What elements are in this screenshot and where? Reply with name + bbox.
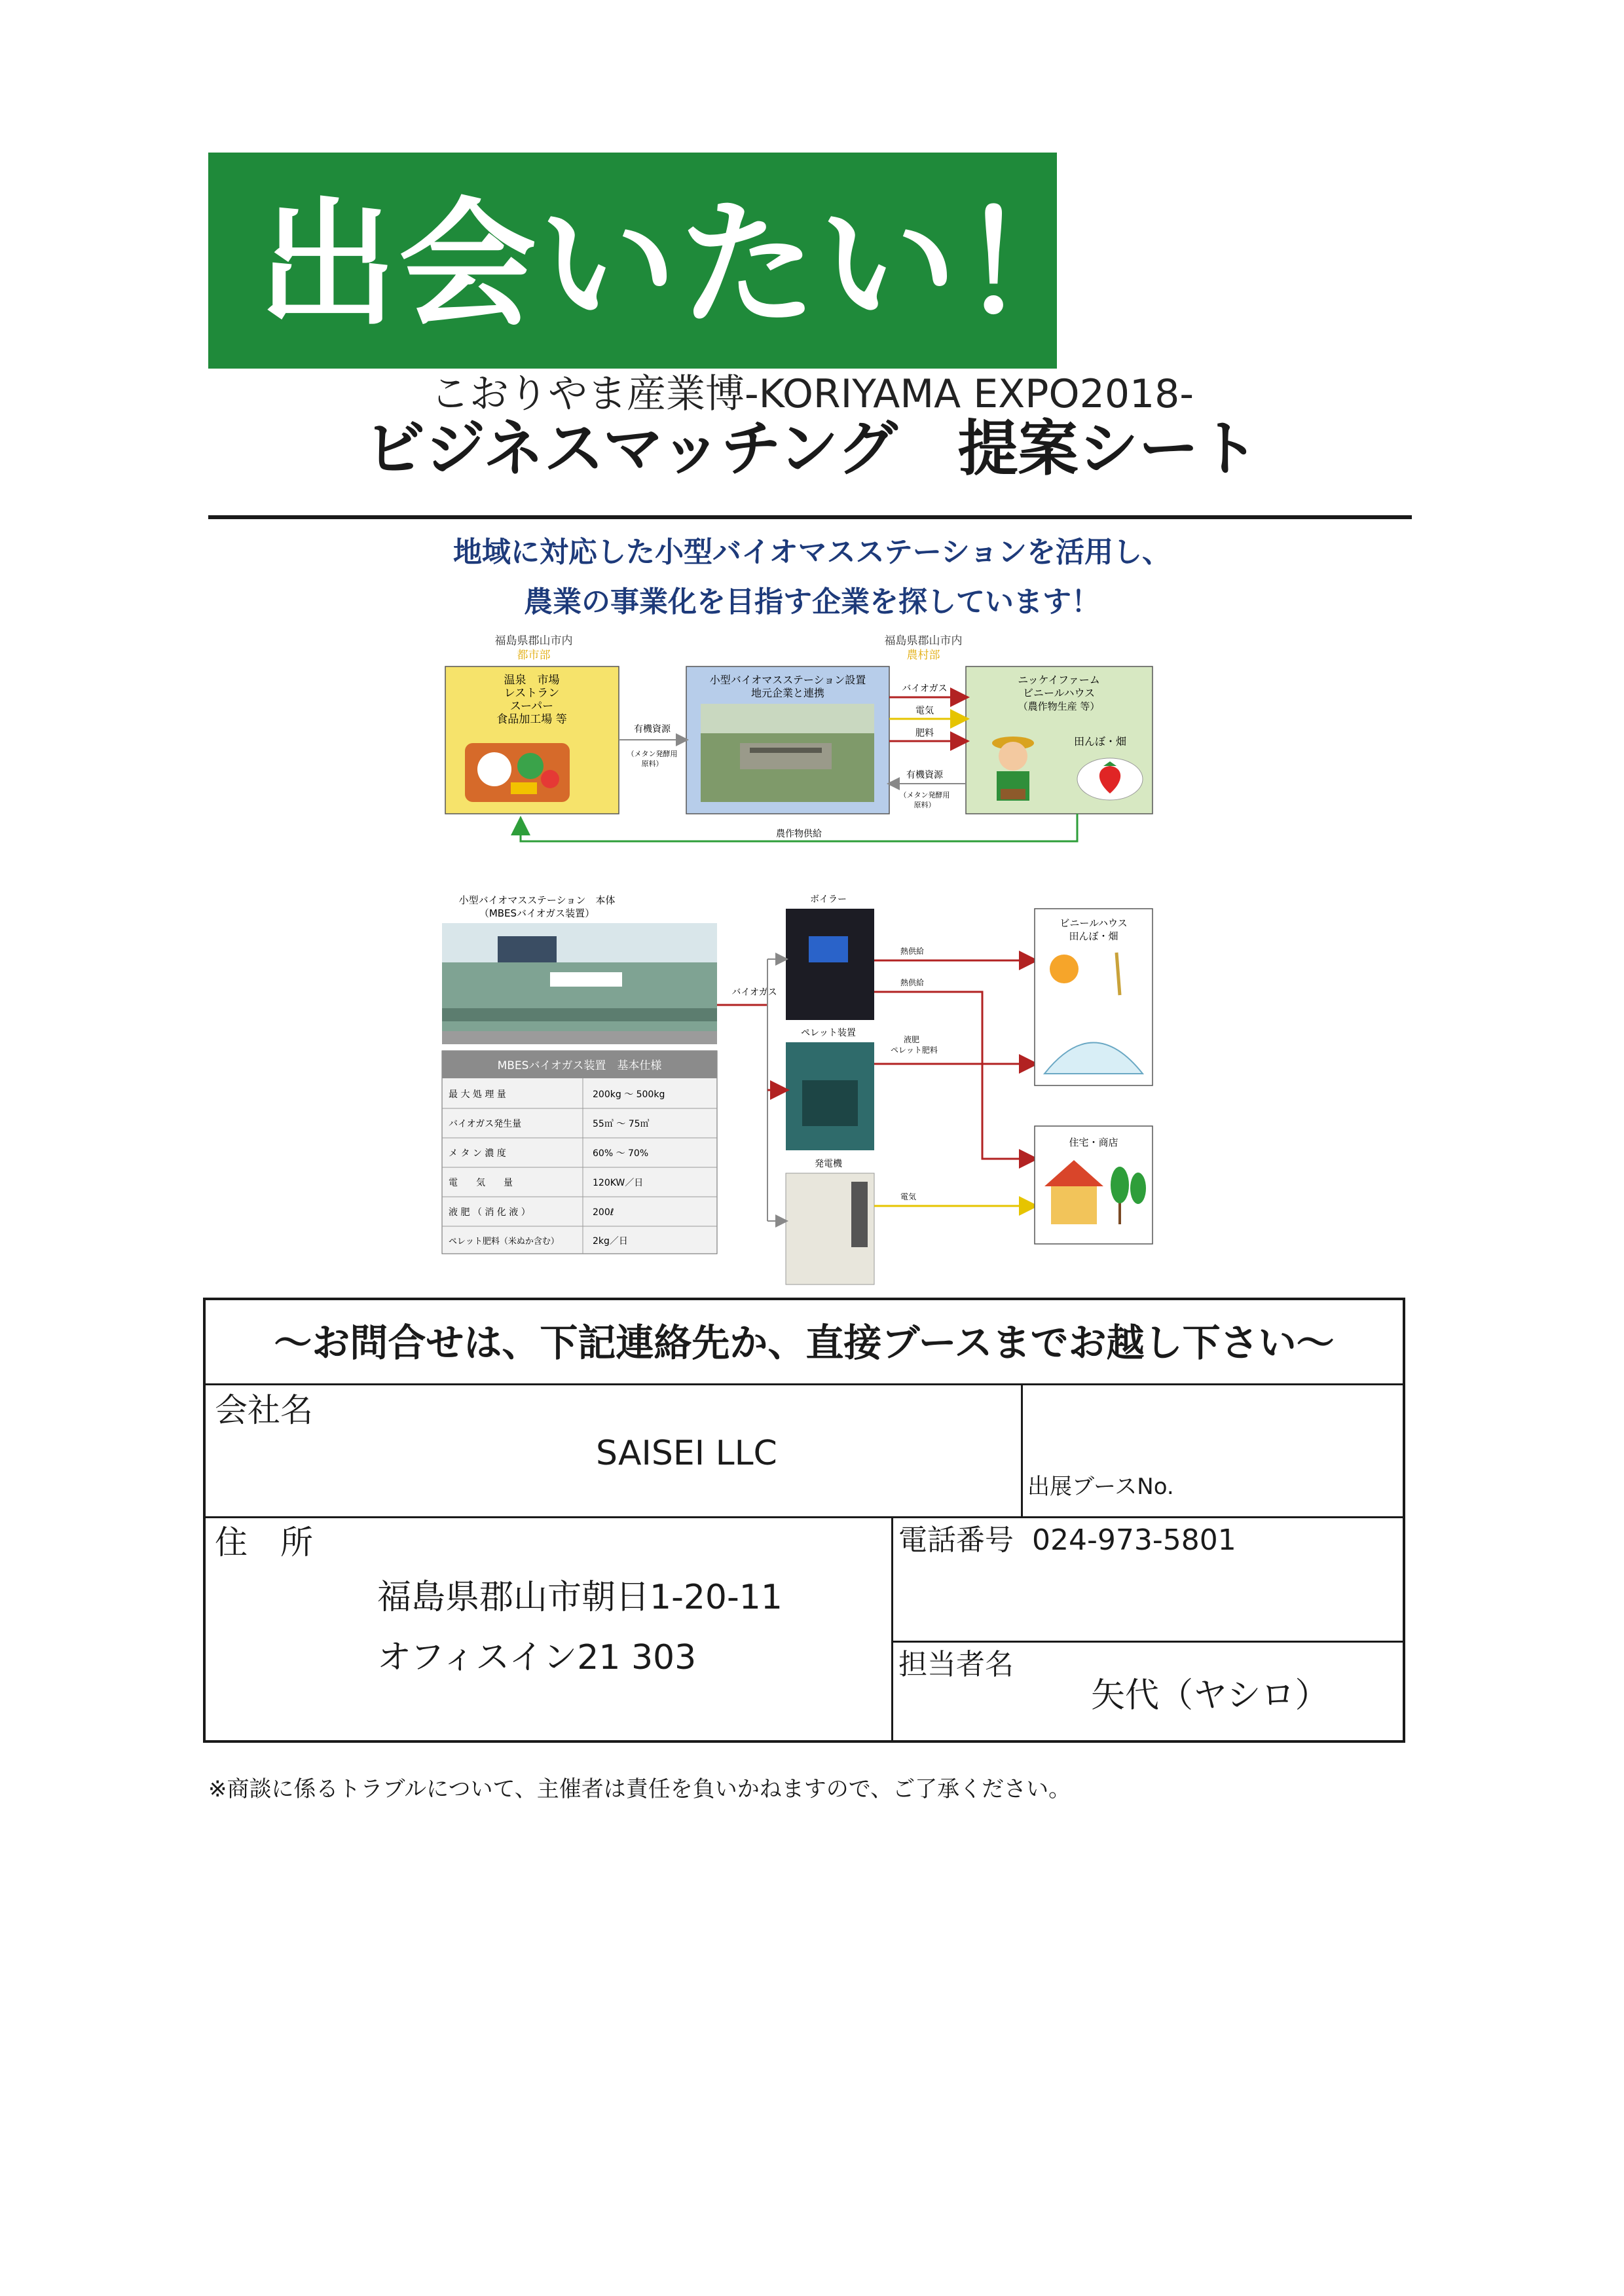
pellet-label: ペレット装置 <box>801 1028 856 1038</box>
banner-title: 出会いたい！ <box>259 185 1100 345</box>
booth-label: 出展ブースNo. <box>1027 1474 1174 1500</box>
strawberry-icon <box>1077 758 1143 800</box>
farm-field-label: 田んぼ・畑 <box>1073 735 1127 748</box>
boiler-label: ボイラー <box>810 894 847 905</box>
farm-line-1: ニッケイファーム <box>1018 674 1100 686</box>
title-divider <box>208 515 1412 519</box>
company-divider <box>1021 1385 1023 1516</box>
sun-icon <box>1050 955 1079 983</box>
right-area-caption: 福島県郡山市内 <box>884 634 963 647</box>
spec-name-3: メ タ ン 濃 度 <box>449 1148 506 1159</box>
company-label: 会社名 <box>215 1391 313 1429</box>
organic-right-note-2: 原料） <box>913 801 936 809</box>
biogas-label: バイオガス <box>902 683 948 694</box>
station-unit-photo <box>442 923 717 1044</box>
station-line-1: 小型バイオマスステーション設置 <box>709 674 866 686</box>
farm-line-3: （農作物生産 等） <box>1018 701 1100 712</box>
heat-2-arrow <box>874 992 1035 1159</box>
disclaimer-note: ※商談に係るトラブルについて、主催者は責任を負いかねますので、ご了承ください。 <box>208 1776 1071 1802</box>
tree-icon-2 <box>1130 1173 1146 1204</box>
spec-value-2: 55㎥ ～ 75㎥ <box>593 1119 650 1129</box>
organic-left-label: 有機資源 <box>634 724 671 735</box>
spec-name-1: 最 大 処 理 量 <box>449 1089 506 1100</box>
spec-value-4: 120KW／日 <box>593 1178 644 1188</box>
station-line-2: 地元企業と連携 <box>750 687 825 699</box>
spec-title: MBESバイオガス装置 基本仕様 <box>497 1059 662 1072</box>
boiler-flame <box>809 936 848 962</box>
electric-out-label: 電気 <box>900 1192 917 1201</box>
biogas-branch-label: バイオガス <box>731 987 777 998</box>
urban-line-4: 食品加工場 等 <box>496 713 567 726</box>
organic-right-note-1: （メタン発酵用 <box>899 791 950 799</box>
house-icon <box>1051 1185 1097 1224</box>
heat-1-label: 熱供給 <box>900 947 925 956</box>
home-label: 住宅・商店 <box>1069 1137 1118 1148</box>
contact-row-divider <box>206 1516 1403 1518</box>
spec-name-6: ペレット肥料（米ぬか含む） <box>449 1237 559 1247</box>
heat-2-label: 熱供給 <box>900 978 925 987</box>
liquid-fert-label-2: ペレット肥料 <box>891 1046 938 1055</box>
phone-divider <box>891 1641 1403 1643</box>
spec-value-1: 200kg ～ 500kg <box>593 1089 665 1100</box>
generator-panel <box>851 1182 868 1247</box>
contact-heading: ～お問合せは、下記連絡先か、直接ブースまでお越し下さい～ <box>206 1300 1403 1385</box>
lead-line-2: 農業の事業化を目指す企業を探しています！ <box>524 585 1100 619</box>
left-area-sub: 都市部 <box>517 649 551 662</box>
address-label: 住 所 <box>215 1523 313 1561</box>
organic-left-note-2: 原料） <box>641 759 663 768</box>
liquid-fert-label-1: 液肥 <box>904 1035 920 1044</box>
spec-value-6: 2kg／日 <box>593 1236 628 1247</box>
station-caption-1: 小型バイオマスステーション 本体 <box>458 894 616 906</box>
address-line-2: オフィスイン21 303 <box>377 1638 697 1677</box>
tree-icon <box>1111 1167 1129 1203</box>
urban-line-1: 温泉 市場 <box>504 674 560 687</box>
station-caption-2: （MBESバイオガス装置） <box>479 907 595 919</box>
station-photo <box>701 704 874 802</box>
pellet-hopper <box>802 1080 858 1126</box>
address-line-1: 福島県郡山市朝日1-20-11 <box>377 1578 783 1617</box>
organic-right-label: 有機資源 <box>906 770 943 780</box>
person-label: 担当者名 <box>898 1648 1014 1681</box>
spec-name-4: 電 気 量 <box>449 1178 513 1188</box>
phone-value: 024-973-5801 <box>1032 1523 1236 1557</box>
left-area-caption: 福島県郡山市内 <box>494 634 573 647</box>
bento-illustration <box>465 743 570 802</box>
lead-line-1: 地域に対応した小型バイオマスステーションを活用し、 <box>452 536 1172 569</box>
biomass-diagram <box>432 629 1192 1290</box>
address-divider <box>891 1516 893 1743</box>
farm-line-2: ビニールハウス <box>1022 687 1096 699</box>
page-title: ビジネスマッチング 提案シート <box>365 414 1259 484</box>
company-value: SAISEI LLC <box>596 1434 777 1473</box>
phone-label: 電話番号 <box>898 1523 1014 1557</box>
generator-label: 発電機 <box>815 1159 842 1169</box>
spec-value-3: 60% ～ 70% <box>593 1148 649 1159</box>
electric-label: 電気 <box>915 706 934 716</box>
spec-name-2: バイオガス発生量 <box>449 1119 522 1129</box>
spec-table <box>442 1051 717 1254</box>
urban-line-3: スーパー <box>509 700 554 713</box>
greenhouse-line-2: 田んぼ・畑 <box>1069 930 1118 942</box>
urban-line-2: レストラン <box>504 687 560 700</box>
right-area-sub: 農村部 <box>906 649 940 662</box>
spec-name-5: 液 肥 （ 消 化 液 ） <box>449 1207 530 1218</box>
event-subtitle: こおりやま産業博-KORIYAMA EXPO2018- <box>430 371 1194 417</box>
boiler-photo <box>786 909 874 1020</box>
organic-left-note-1: （メタン発酵用 <box>627 750 678 758</box>
spec-value-5: 200ℓ <box>593 1207 614 1218</box>
fertilizer-label: 肥料 <box>915 728 934 738</box>
person-value: 矢代（ヤシロ） <box>1091 1676 1329 1715</box>
crop-supply-label: 農作物供給 <box>776 829 822 839</box>
greenhouse-line-1: ビニールハウス <box>1060 917 1128 929</box>
contact-box <box>203 1298 1405 1743</box>
